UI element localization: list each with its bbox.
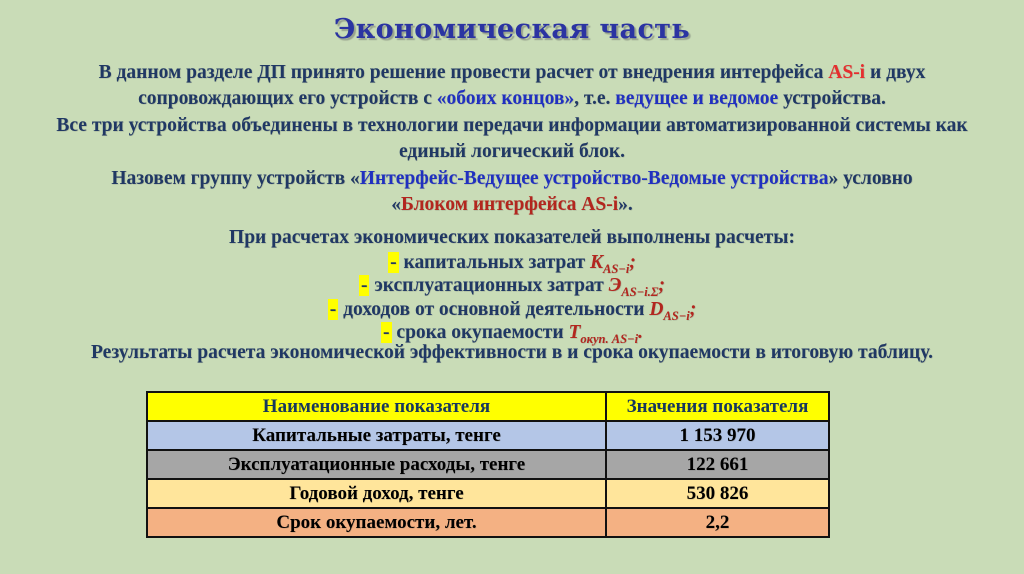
math-punct: ; bbox=[689, 298, 697, 320]
table-header-row bbox=[147, 392, 829, 421]
table-cell-name: Срок окупаемости, лет. bbox=[147, 508, 606, 537]
slide-title: Экономическая часть bbox=[333, 14, 691, 45]
math-variable-letter: K bbox=[589, 252, 603, 273]
text-segment: , т.е. bbox=[574, 88, 616, 110]
text-segment: Все три устройства объединены в технологии передачи информации автоматизированной системы как единый логический блок. bbox=[56, 114, 968, 163]
list-item bbox=[0, 274, 1024, 300]
device-group-blue-term: Интерфейс-Ведущее устройство-Ведомые устройства bbox=[359, 167, 829, 189]
math-variable-subscript: AS−i bbox=[663, 308, 690, 323]
table-cell-name: Годовой доход, тенге bbox=[147, 479, 606, 508]
list-intro: При расчетах экономических показателей выполнены расчеты: bbox=[229, 227, 795, 248]
dash-highlight: - bbox=[390, 252, 397, 273]
results-table bbox=[146, 391, 830, 538]
dash-highlight: - bbox=[383, 322, 390, 344]
table-cell-value: 122 661 bbox=[606, 450, 829, 479]
text-segment: В данном разделе ДП принято решение провести расчет от внедрения интерфейса bbox=[98, 62, 829, 83]
math-variable-subscript: AS−i.Σ bbox=[621, 285, 659, 300]
as-i-red-term: AS-i bbox=[828, 62, 866, 83]
math-variable-letter: Э bbox=[608, 275, 622, 297]
table-header-value: Значения показателя bbox=[606, 392, 829, 421]
list-item-text: эксплуатационных затрат bbox=[374, 275, 604, 297]
as-i-block-darkred-term: Блоком интерфейса AS-i bbox=[400, 194, 619, 216]
table-cell-value: 2,2 bbox=[606, 508, 829, 537]
text-segment: устройства. bbox=[778, 88, 886, 110]
table-cell-value: 530 826 bbox=[606, 479, 829, 508]
dash-highlight: - bbox=[329, 298, 337, 320]
list-item bbox=[0, 298, 1024, 321]
paragraph-2 bbox=[29, 113, 995, 166]
table-cell-value: 1 153 970 bbox=[606, 421, 829, 450]
both-ends-blue-term: «обоих концов» bbox=[436, 88, 575, 110]
math-variable-subscript: AS−i bbox=[602, 261, 630, 276]
text-segment: Назовем группу устройств « bbox=[111, 167, 360, 189]
math-punct: ; bbox=[658, 275, 666, 297]
text-segment: » условно « bbox=[391, 167, 913, 216]
list-item bbox=[0, 251, 1024, 274]
table-cell-name: Капитальные затраты, тенге bbox=[147, 421, 606, 450]
table-row bbox=[147, 479, 829, 508]
math-variable bbox=[608, 275, 666, 300]
math-variable bbox=[568, 322, 643, 347]
intro-text-block bbox=[27, 60, 997, 218]
list-item-text: капитальных затрат bbox=[403, 252, 586, 273]
text-segment: и двух сопровождающих его устройств с bbox=[138, 62, 926, 110]
math-variable-subscript: окуп. AS−i bbox=[580, 332, 639, 347]
math-punct: ; bbox=[629, 252, 636, 273]
table-row bbox=[147, 421, 829, 450]
text-segment: ». bbox=[618, 194, 633, 216]
math-punct: . bbox=[638, 322, 643, 344]
list-item-text: доходов от основной деятельности bbox=[343, 298, 645, 320]
math-variable-letter: T bbox=[568, 322, 581, 344]
closing-line: Результаты расчета экономической эффективности в и срока окупаемости в итоговую таблицу. bbox=[91, 342, 933, 363]
dash-highlight: - bbox=[360, 275, 368, 297]
table-header-name: Наименование показателя bbox=[147, 392, 606, 421]
paragraph-3 bbox=[87, 166, 937, 219]
paragraph-1 bbox=[57, 60, 967, 113]
table-cell-name: Эксплуатационные расходы, тенге bbox=[147, 450, 606, 479]
master-slave-blue-term: ведущее и ведомое bbox=[615, 88, 779, 110]
math-variable-letter: D bbox=[649, 298, 664, 320]
table-row bbox=[147, 508, 829, 537]
table-row bbox=[147, 450, 829, 479]
math-variable bbox=[649, 298, 697, 323]
list-item-text: срока окупаемости bbox=[396, 322, 564, 344]
calculations-list bbox=[0, 251, 1024, 345]
math-variable bbox=[589, 252, 636, 276]
